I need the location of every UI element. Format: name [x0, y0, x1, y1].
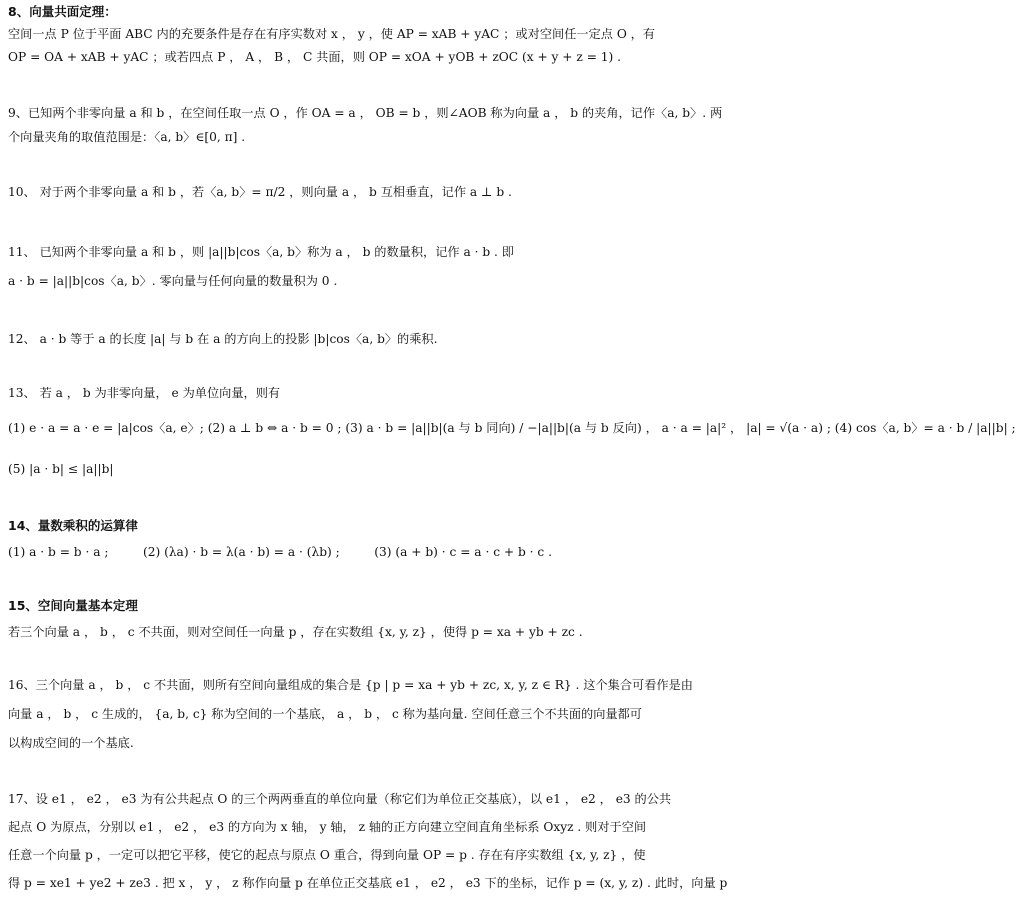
section-16 [8, 676, 693, 753]
text-line: 起点 O 为原点，分别以 e1 ， e2 ， e3 的方向为 x 轴， y 轴， z 轴的正方向建立空间直角坐标系 Oxyz . 则对于空间 [8, 820, 647, 834]
text-line: 空间一点 P 位于平面 ABC 内的充要条件是存在有序实数对 x ， y ，使 AP = xAB + yAC ；或对空间任一定点 O ，有 [8, 27, 656, 41]
section-11 [8, 243, 632, 291]
text-line: a · b = |a||b|cos〈a, b〉. 零向量与任何向量的数量积为 0 . [8, 274, 338, 288]
text-line: 11、 已知两个非零向量 a 和 b ，则 |a||b|cos〈a, b〉称为 a ， b 的数量积，记作 a · b . 即 [8, 245, 514, 259]
text-line: 若三个向量 a ， b ， c 不共面，则对空间任一向量 p ，存在实数组 {x, y, z} ，使得 p = xa + yb + zc . [8, 625, 583, 639]
section-8 [8, 2, 656, 67]
text-line: 个向量夹角的取值范围是：〈a, b〉∈[0, π] . [8, 130, 246, 144]
section-12 [8, 330, 632, 349]
section-9 [8, 104, 723, 147]
text-line: 9、已知两个非零向量 a 和 b ，在空间任取一点 O ，作 OA = a ， OB = b ，则∠AOB 称为向量 a ， b 的夹角，记作〈a, b〉. 两 [8, 106, 723, 120]
rule-scalar: (2) (λa) · b = λ(a · b) = a · (λb) ; [142, 545, 340, 559]
section-17 [8, 790, 728, 893]
text-line: 17、设 e1 ， e2 ， e3 为有公共起点 O 的三个两两垂直的单位向量（称它们为单位正交基底），以 e1 ， e2 ， e3 的公共 [8, 792, 672, 806]
formula-line: (5) |a · b| ≤ |a||b| [8, 462, 114, 476]
rule-distributive: (3) (a + b) · c = a · c + b · c . [374, 545, 552, 559]
section-13 [8, 384, 1016, 479]
text-line: 10、 对于两个非零向量 a 和 b ，若〈a, b〉= π/2 ，则向量 a ， b 互相垂直，记作 a ⊥ b . [8, 185, 512, 199]
text-line: 任意一个向量 p ，一定可以把它平移，使它的起点与原点 O 重合，得到向量 OP = p . 存在有序实数组 {x, y, z} ，使 [8, 848, 646, 862]
section-15 [8, 596, 632, 642]
text-line: 向量 a ， b ， c 生成的， {a, b, c} 称为空间的一个基底， a ， b ， c 称为基向量. 空间任意三个不共面的向量都可 [8, 707, 642, 721]
rule-commutative: (1) a · b = b · a ; [8, 545, 109, 559]
section-heading: 15、空间向量基本定理 [8, 598, 138, 613]
text-line: 以构成空间的一个基底. [8, 736, 134, 750]
section-14 [8, 516, 632, 562]
text-line: 12、 a · b 等于 a 的长度 |a| 与 b 在 a 的方向上的投影 |b|cos〈a, b〉的乘积. [8, 332, 438, 346]
text-line: 得 p = xe1 + ye2 + ze3 . 把 x ， y ， z 称作向量 p 在单位正交基底 e1 ， e2 ， e3 下的坐标，记作 p = (x, y, z) . 此时，向量 p [8, 876, 728, 890]
text-line: 13、 若 a ， b 为非零向量， e 为单位向量，则有 [8, 386, 281, 400]
formula-line: (1) e · a = a · e = |a|cos〈a, e〉; (2) a ⊥ b ⇔ a · b = 0 ; (3) a · b = |a||b|(a 与 b 同向) / −|a||b|(a 与 b 反向) ， a · a = |a|² ， |a| = √(a · a) ; (4) cos〈a, b〉= a · b / |a||b| ; [8, 421, 1016, 435]
rules-line [8, 543, 632, 562]
section-heading: 14、量数乘积的运算律 [8, 518, 138, 533]
text-line: OP = OA + xAB + yAC ；或若四点 P ， A ， B ， C 共面，则 OP = xOA + yOB + zOC (x + y + z = 1) . [8, 50, 622, 64]
text-line: 16、三个向量 a ， b ， c 不共面，则所有空间向量组成的集合是 {p | p = xa + yb + zc, x, y, z ∈ R} . 这个集合可看作是由 [8, 678, 693, 692]
section-heading: 8、向量共面定理： [8, 4, 117, 19]
section-10 [8, 183, 632, 202]
